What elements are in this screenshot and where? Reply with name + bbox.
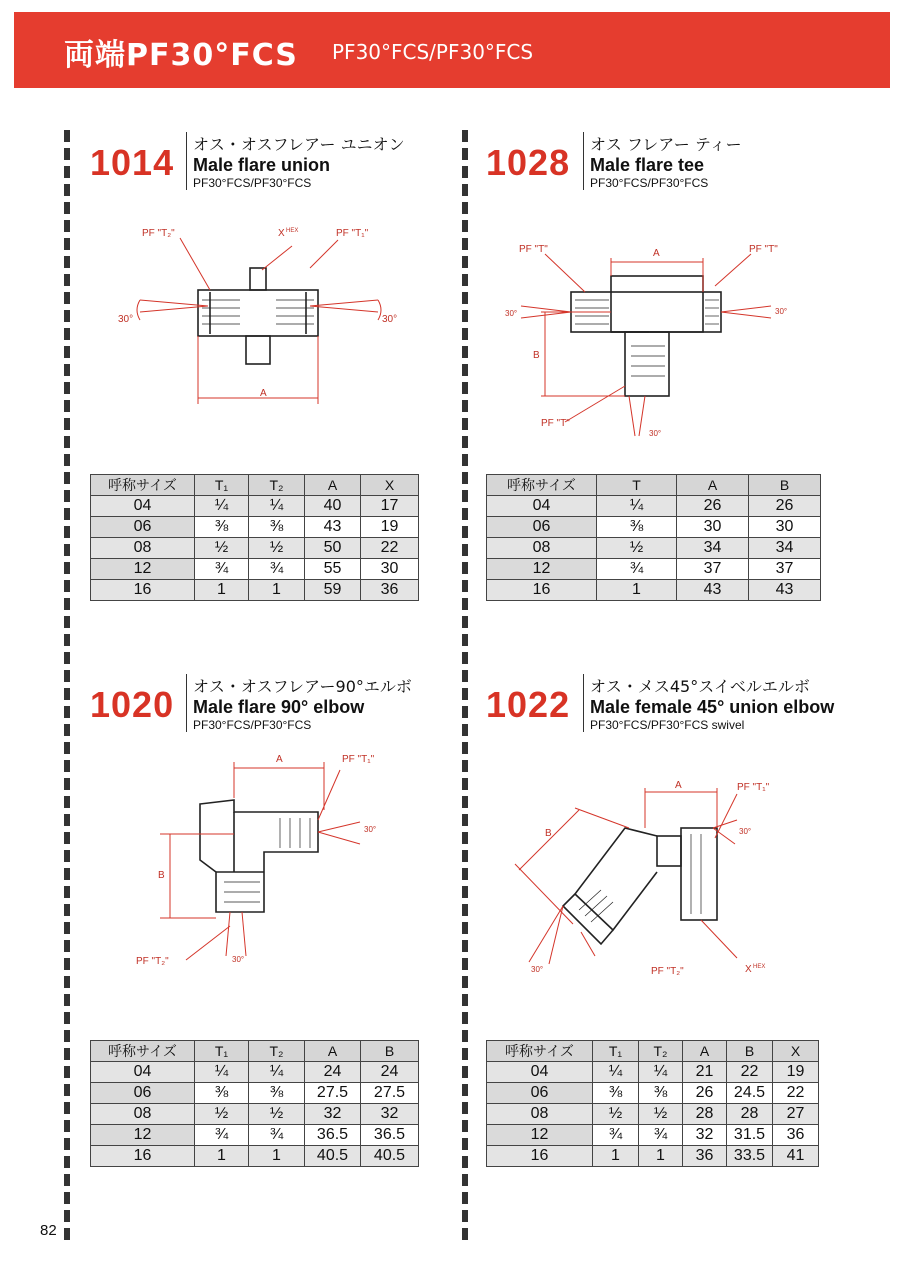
product-code-1028: 1028 — [486, 142, 571, 183]
value-cell: 24.5 — [727, 1083, 773, 1104]
size-cell: 06 — [91, 1083, 195, 1104]
value-cell: 26 — [749, 496, 821, 517]
size-cell: 16 — [487, 580, 597, 601]
size-cell: 04 — [91, 1062, 195, 1083]
table-header-row — [487, 1041, 819, 1062]
value-cell: 27 — [773, 1104, 819, 1125]
table-row — [487, 538, 821, 559]
value-cell: 37 — [677, 559, 749, 580]
column-header: B — [361, 1041, 419, 1062]
value-cell: ¾ — [249, 559, 305, 580]
label-angle-right: 30° — [739, 827, 752, 836]
spec-table-1014 — [90, 474, 419, 601]
value-cell: 27.5 — [361, 1083, 419, 1104]
male-female-45-elbow-diagram — [505, 772, 805, 988]
value-cell: 21 — [683, 1062, 727, 1083]
column-header: 呼称サイズ — [91, 475, 195, 496]
table-header-row — [91, 1041, 419, 1062]
product-titles-1028 — [583, 132, 742, 190]
value-cell: 27.5 — [305, 1083, 361, 1104]
label-dim-a: A — [276, 754, 283, 765]
product-name-en: Male flare 90° elbow — [193, 697, 365, 717]
table-row — [91, 517, 419, 538]
table-row — [91, 1104, 419, 1125]
value-cell: 36 — [773, 1125, 819, 1146]
spec-table-1028 — [486, 474, 821, 601]
value-cell: ½ — [249, 1104, 305, 1125]
column-header: T₂ — [249, 475, 305, 496]
label-pf-t1: PF "T₁" — [342, 754, 375, 765]
value-cell: ¼ — [249, 496, 305, 517]
column-header: A — [677, 475, 749, 496]
value-cell: 43 — [677, 580, 749, 601]
column-header: 呼称サイズ — [487, 475, 597, 496]
table-row — [91, 559, 419, 580]
value-cell: 43 — [305, 517, 361, 538]
value-cell: 59 — [305, 580, 361, 601]
label-angle-right: 30° — [382, 314, 398, 325]
size-cell: 08 — [487, 1104, 593, 1125]
column-header: 呼称サイズ — [91, 1041, 195, 1062]
value-cell: 37 — [749, 559, 821, 580]
value-cell: 1 — [195, 580, 249, 601]
table-row — [487, 1125, 819, 1146]
value-cell: 1 — [639, 1146, 683, 1167]
left-margin-rule — [64, 130, 70, 1240]
value-cell: 19 — [773, 1062, 819, 1083]
value-cell: 17 — [361, 496, 419, 517]
label-pf-t2: PF "T₂" — [651, 966, 684, 977]
value-cell: 22 — [727, 1062, 773, 1083]
product-titles-1020 — [186, 674, 412, 732]
size-cell: 12 — [91, 559, 195, 580]
value-cell: ¾ — [195, 559, 249, 580]
label-angle-left: 30° — [118, 314, 134, 325]
label-angle-right: 30° — [775, 307, 788, 316]
label-angle-bottom: 30° — [232, 955, 245, 964]
product-spec: PF30°FCS/PF30°FCS — [193, 718, 312, 732]
label-x: X — [745, 964, 752, 975]
label-pf-t-right: PF "T" — [749, 244, 778, 255]
table-row — [487, 559, 821, 580]
value-cell: 40.5 — [305, 1146, 361, 1167]
column-header: T₂ — [639, 1041, 683, 1062]
value-cell: 50 — [305, 538, 361, 559]
value-cell: ¼ — [195, 496, 249, 517]
value-cell: ½ — [597, 538, 677, 559]
page-number: 82 — [40, 1222, 57, 1239]
spec-table-1020 — [90, 1040, 419, 1167]
size-cell: 12 — [487, 1125, 593, 1146]
column-header: X — [361, 475, 419, 496]
table-row — [91, 1083, 419, 1104]
table-row — [487, 1146, 819, 1167]
value-cell: 26 — [683, 1083, 727, 1104]
value-cell: ⅜ — [593, 1083, 639, 1104]
table-row — [487, 1062, 819, 1083]
value-cell: ¼ — [249, 1062, 305, 1083]
header-title: 両端PF30°FCS — [64, 38, 298, 73]
value-cell: ¼ — [195, 1062, 249, 1083]
column-header: B — [749, 475, 821, 496]
value-cell: 32 — [361, 1104, 419, 1125]
value-cell: 33.5 — [727, 1146, 773, 1167]
value-cell: 36.5 — [361, 1125, 419, 1146]
value-cell: ½ — [593, 1104, 639, 1125]
column-header: T₂ — [249, 1041, 305, 1062]
center-divider — [462, 130, 468, 1240]
value-cell: 30 — [677, 517, 749, 538]
product-spec: PF30°FCS/PF30°FCS — [590, 176, 709, 190]
value-cell: ⅜ — [195, 517, 249, 538]
value-cell: 36 — [683, 1146, 727, 1167]
product-titles-1014 — [186, 132, 405, 190]
header-subtitle: PF30°FCS/PF30°FCS — [332, 40, 534, 64]
column-header: A — [305, 475, 361, 496]
product-name-jp: オス・オスフレアー90°エルボ — [193, 677, 412, 696]
size-cell: 08 — [91, 1104, 195, 1125]
value-cell: 1 — [249, 580, 305, 601]
table-row — [91, 1125, 419, 1146]
column-header: X — [773, 1041, 819, 1062]
value-cell: 41 — [773, 1146, 819, 1167]
value-cell: ¾ — [593, 1125, 639, 1146]
value-cell: 19 — [361, 517, 419, 538]
value-cell: 55 — [305, 559, 361, 580]
size-cell: 04 — [487, 496, 597, 517]
value-cell: 22 — [361, 538, 419, 559]
table-row — [487, 1083, 819, 1104]
value-cell: 1 — [597, 580, 677, 601]
value-cell: 43 — [749, 580, 821, 601]
label-angle-right: 30° — [364, 825, 377, 834]
size-cell: 04 — [91, 496, 195, 517]
value-cell: 34 — [749, 538, 821, 559]
table-row — [91, 496, 419, 517]
product-name-en: Male flare tee — [590, 155, 705, 175]
table-row — [91, 580, 419, 601]
label-pf-t-bottom: PF "T" — [541, 418, 570, 429]
value-cell: 40 — [305, 496, 361, 517]
label-dim-a: A — [653, 248, 660, 259]
table-row — [487, 580, 821, 601]
product-code-1022: 1022 — [486, 684, 571, 725]
table-row — [91, 538, 419, 559]
label-dim-a: A — [260, 388, 267, 399]
value-cell: ½ — [639, 1104, 683, 1125]
value-cell: 36 — [361, 580, 419, 601]
value-cell: 31.5 — [727, 1125, 773, 1146]
value-cell: 30 — [749, 517, 821, 538]
size-cell: 04 — [487, 1062, 593, 1083]
column-header: B — [727, 1041, 773, 1062]
label-dim-b: B — [158, 870, 165, 881]
product-name-en: Male flare union — [193, 155, 331, 175]
label-pf-t2: PF "T₂" — [142, 228, 175, 239]
column-header: T₁ — [195, 1041, 249, 1062]
product-name-jp: オス・メス45°スイベルエルボ — [590, 677, 810, 696]
value-cell: 28 — [683, 1104, 727, 1125]
product-name-jp: オス・オスフレアー ユニオン — [193, 135, 405, 154]
label-dim-b: B — [533, 350, 540, 361]
label-pf-t2: PF "T₂" — [136, 956, 169, 967]
table-header-row — [487, 475, 821, 496]
label-hex: HEX — [753, 964, 766, 970]
value-cell: ⅜ — [249, 1083, 305, 1104]
page-header — [14, 12, 890, 88]
table-row — [487, 517, 821, 538]
value-cell: 32 — [683, 1125, 727, 1146]
column-header: A — [683, 1041, 727, 1062]
value-cell: ¼ — [593, 1062, 639, 1083]
spec-table-1022 — [486, 1040, 819, 1167]
label-pf-t1: PF "T₁" — [336, 228, 369, 239]
label-hex: HEX — [286, 228, 299, 234]
label-dim-a: A — [675, 780, 682, 791]
product-spec: PF30°FCS/PF30°FCS swivel — [590, 718, 745, 732]
table-header-row — [91, 475, 419, 496]
column-header: T — [597, 475, 677, 496]
column-header: 呼称サイズ — [487, 1041, 593, 1062]
value-cell: ⅜ — [639, 1083, 683, 1104]
value-cell: ¾ — [249, 1125, 305, 1146]
label-x: X — [278, 228, 285, 239]
value-cell: ⅜ — [195, 1083, 249, 1104]
male-flare-90-elbow-diagram — [130, 748, 410, 972]
label-angle-bottom: 30° — [649, 429, 662, 438]
value-cell: 1 — [195, 1146, 249, 1167]
size-cell: 12 — [91, 1125, 195, 1146]
value-cell: ¾ — [639, 1125, 683, 1146]
product-name-jp: オス フレアー ティー — [590, 135, 742, 154]
value-cell: 28 — [727, 1104, 773, 1125]
value-cell: 36.5 — [305, 1125, 361, 1146]
size-cell: 16 — [487, 1146, 593, 1167]
value-cell: ⅜ — [249, 517, 305, 538]
value-cell: 34 — [677, 538, 749, 559]
value-cell: 1 — [593, 1146, 639, 1167]
value-cell: ¼ — [597, 496, 677, 517]
label-angle-left: 30° — [505, 309, 518, 318]
value-cell: 30 — [361, 559, 419, 580]
size-cell: 06 — [91, 517, 195, 538]
product-spec: PF30°FCS/PF30°FCS — [193, 176, 312, 190]
product-titles-1022 — [583, 674, 834, 732]
value-cell: 32 — [305, 1104, 361, 1125]
table-row — [91, 1062, 419, 1083]
size-cell: 08 — [487, 538, 597, 559]
size-cell: 12 — [487, 559, 597, 580]
column-header: A — [305, 1041, 361, 1062]
value-cell: 24 — [361, 1062, 419, 1083]
value-cell: ½ — [195, 1104, 249, 1125]
product-code-1014: 1014 — [90, 142, 175, 183]
value-cell: 1 — [249, 1146, 305, 1167]
size-cell: 06 — [487, 1083, 593, 1104]
value-cell: 26 — [677, 496, 749, 517]
size-cell: 16 — [91, 580, 195, 601]
product-name-en: Male female 45° union elbow — [590, 697, 835, 717]
value-cell: ¾ — [597, 559, 677, 580]
value-cell: 24 — [305, 1062, 361, 1083]
column-header: T₁ — [593, 1041, 639, 1062]
label-dim-b: B — [545, 828, 552, 839]
size-cell: 06 — [487, 517, 597, 538]
label-pf-t1: PF "T₁" — [737, 782, 770, 793]
size-cell: 08 — [91, 538, 195, 559]
value-cell: 22 — [773, 1083, 819, 1104]
value-cell: ½ — [195, 538, 249, 559]
value-cell: ⅜ — [597, 517, 677, 538]
male-flare-tee-diagram — [505, 236, 805, 448]
value-cell: ¼ — [639, 1062, 683, 1083]
value-cell: ½ — [249, 538, 305, 559]
column-header: T₁ — [195, 475, 249, 496]
label-pf-t-top: PF "T" — [519, 244, 548, 255]
product-code-1020: 1020 — [90, 684, 175, 725]
table-row — [487, 496, 821, 517]
value-cell: ¾ — [195, 1125, 249, 1146]
label-angle-bottom: 30° — [531, 965, 544, 974]
table-row — [91, 1146, 419, 1167]
male-flare-union-diagram — [110, 220, 430, 420]
size-cell: 16 — [91, 1146, 195, 1167]
table-row — [487, 1104, 819, 1125]
value-cell: 40.5 — [361, 1146, 419, 1167]
